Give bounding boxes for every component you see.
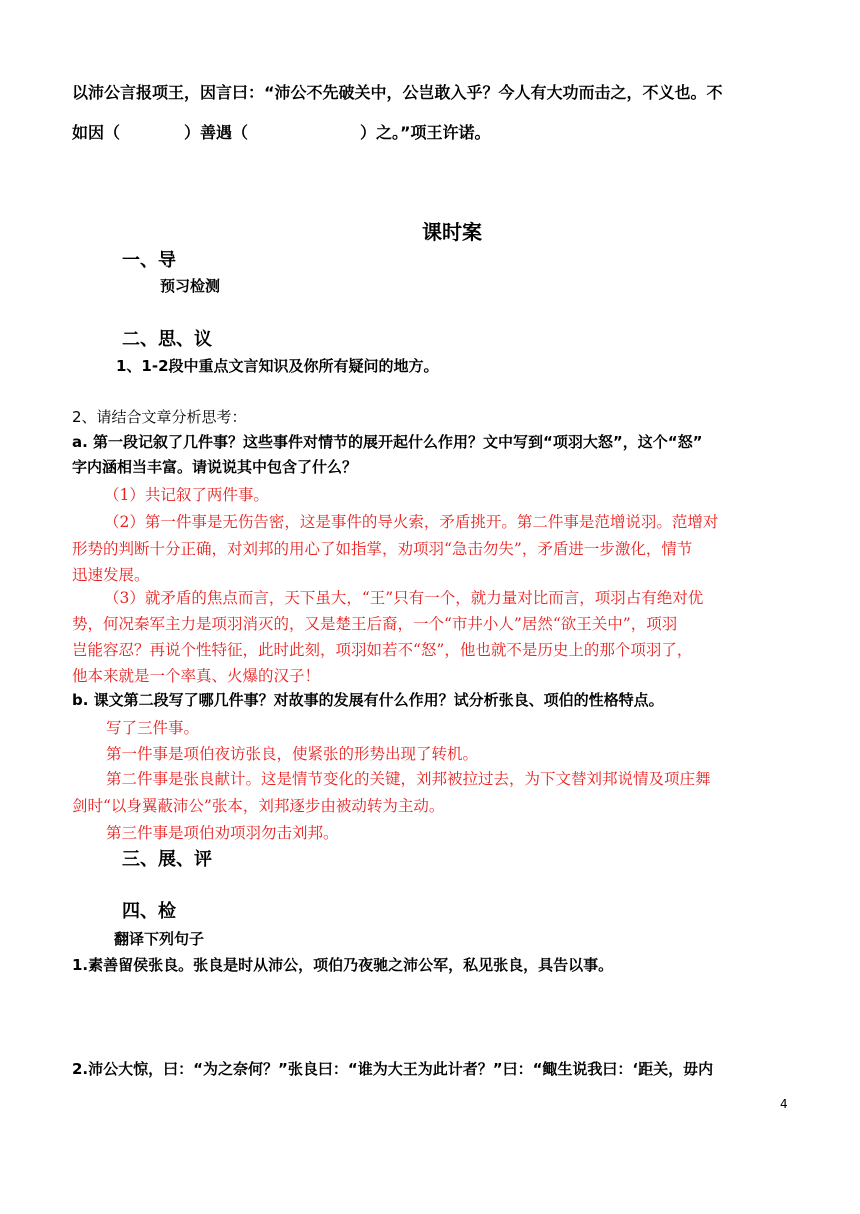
- section-1-sub: 预习检测: [160, 277, 221, 295]
- answer-b-line: 第三件事是项伯劝项羽勿击刘邦。: [106, 824, 339, 842]
- translate-sentence-1: 1.素善留侯张良。张良是时从沛公，项伯乃夜驰之沛公军，私见张良，具告以事。: [72, 956, 614, 974]
- section-4-sub: 翻译下列句子: [114, 930, 205, 948]
- answer-a-line: 势，何况秦军主力是项羽消灭的，又是楚王后裔，一个“市井小人”居然“欲王关中”，项羽: [72, 615, 678, 633]
- answer-a-line: 形势的判断十分正确，对刘邦的用心了如指掌，劝项羽“急击勿失”，矛盾进一步激化，情节: [72, 540, 693, 558]
- page-number: 4: [780, 1097, 788, 1111]
- answer-a-line: （3）就矛盾的焦点而言，天下虽大，“王”只有一个，就力量对比而言，项羽占有绝对优: [104, 589, 704, 607]
- answer-a-line: 他本来就是一个率真、火爆的汉子！: [72, 667, 321, 685]
- question-2: 2、请结合文章分析思考：: [72, 408, 247, 426]
- answer-a-line: 岂能容忍？再说个性特征，此时此刻，项羽如若不“怒”，他也就不是历史上的那个项羽了，: [72, 641, 693, 659]
- page-title: 课时案: [422, 220, 482, 244]
- question-a-line-2: 字内涵相当丰富。请说说其中包含了什么？: [72, 458, 358, 476]
- answer-b-line: 剑时“以身翼蔽沛公”张本，刘邦逐步由被动转为主动。: [72, 797, 445, 815]
- answer-a-line: （1）共记叙了两件事。: [104, 486, 269, 504]
- section-4-heading: 四、检: [122, 901, 176, 922]
- translate-sentence-2: 2.沛公大惊，曰：“为之奈何？”张良曰：“谁为大王为此计者？”曰：“鲰生说我曰：‘距关，毋内: [72, 1060, 714, 1078]
- section-2-heading: 二、思、议: [122, 329, 212, 350]
- answer-b-line: 第二件事是张良献计。这是情节变化的关键，刘邦被拉过去，为下文替刘邦说情及项庄舞: [106, 770, 711, 788]
- section-3-heading: 三、展、评: [122, 849, 212, 870]
- intro-line-1: 以沛公言报项王，因言曰：“沛公不先破关中，公岂敢入乎？今人有大功而击之，不义也。不: [72, 83, 723, 102]
- question-b: b. 课文第二段写了哪几件事？对故事的发展有什么作用？试分析张良、项伯的性格特点。: [72, 691, 664, 709]
- intro-line-2: 如因（ ）善遇（ ）之。”项王许诺。: [72, 123, 491, 142]
- question-1: 1、1-2段中重点文言知识及你所有疑问的地方。: [116, 357, 439, 375]
- answer-a-line: 迅速发展。: [72, 566, 150, 584]
- answer-b-line: 写了三件事。: [106, 719, 200, 737]
- answer-a-line: （2）第一件事是无伤告密，这是事件的导火索，矛盾挑开。第二件事是范增说羽。范增对: [104, 513, 719, 531]
- section-1-heading: 一、导: [122, 250, 176, 271]
- answer-b-line: 第一件事是项伯夜访张良，使紧张的形势出现了转机。: [106, 745, 479, 763]
- question-a-line-1: a. 第一段记叙了几件事？这些事件对情节的展开起什么作用？文中写到“项羽大怒”，这个“怒”: [72, 433, 703, 451]
